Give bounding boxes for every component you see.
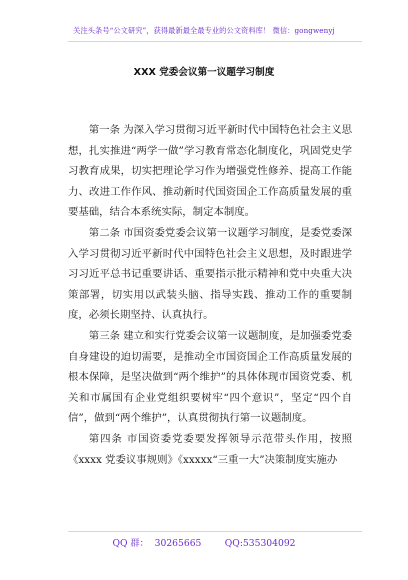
paragraph-article-3: 第三条 建立和实行党委会议第一议题制度，是加强委党委自身建设的迫切需要，是推动全市国资国企工作高质量发展的根本保障，是坚决做到“两个维护”的具体体现市国资党委、机关和市属国有企业党组织要树牢“四个意识”，坚定“四个自信”，做到“两个维护”，认真贯彻执行第一议题制度。 <box>68 329 352 425</box>
header-divider <box>68 41 362 42</box>
document-title: XXX 党委会议第一议题学习制度 <box>133 67 275 78</box>
paragraph-article-2: 第二条 市国资委党委会议第一议题学习制度，是委党委深入学习贯彻习近平新时代中国特色社会主义思想，及时跟进学习习近平总书记重要讲话、重要指示批示精神和党中央重大决策部署，切实用以武装头脑、指导实践、推动工作的重要制度，必须长期坚持、认真执行。 <box>68 226 352 322</box>
header-promo-note: 关注头条号“公文研究”，获得最新最全最专业的公文资料库！ 微信：gongwenyj <box>73 26 335 35</box>
footer-contact-info: QQ 群： 30265665 QQ:535304092 <box>112 538 296 549</box>
document-body <box>68 120 352 470</box>
footer-divider <box>68 531 362 532</box>
paragraph-article-1: 第一条 为深入学习贯彻习近平新时代中国特色社会主义思想，扎实推进“两学一做”学习教育常态化制度化，巩固党史学习教育成果，切实把理论学习作为增强党性修养、提高工作能力、改进工作作风、推动新时代国资国企工作高质量发展的重要基础，结合本系统实际，制定本制度。 <box>68 124 352 219</box>
paragraph-article-4: 第四条 市国资委党委要发挥领导示范带头作用，按照《xxxx 党委议事规则》《xxxxx“三重一大”决策制度实施办 <box>68 432 352 466</box>
